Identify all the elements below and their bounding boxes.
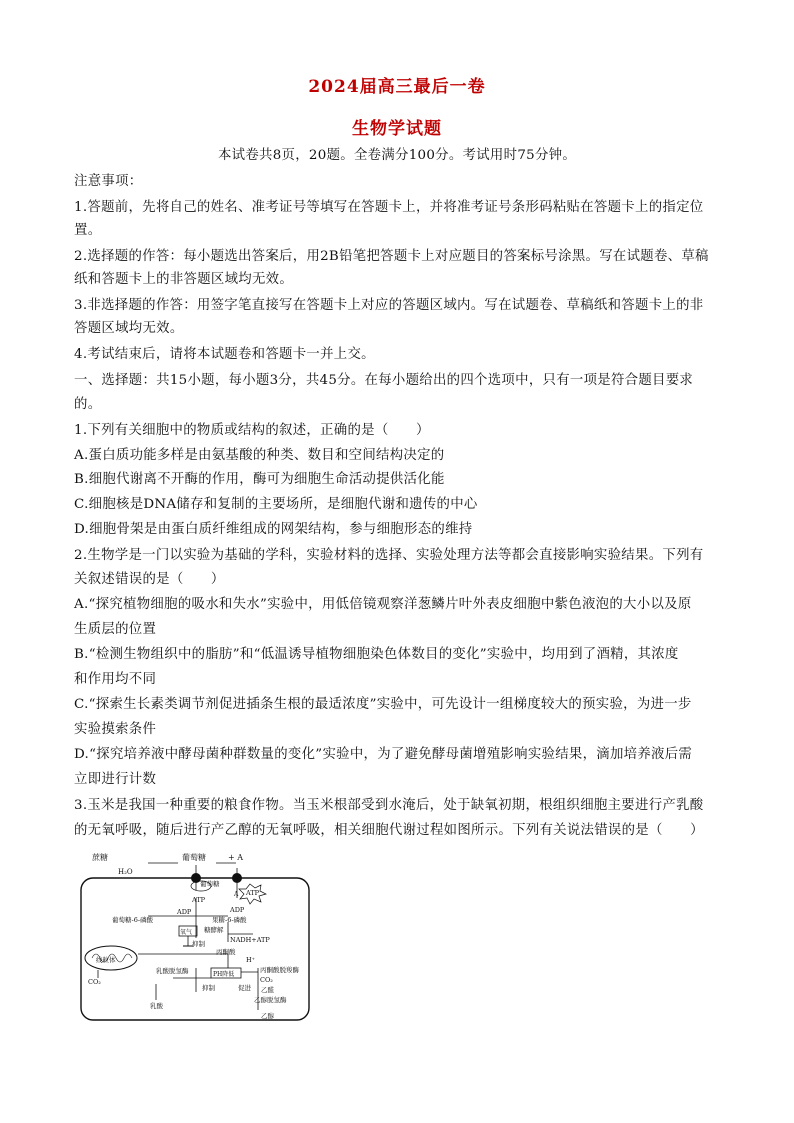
question-stem: 3.玉米是我国一种重要的粮食作物。当玉米根部受到水淹后，处于缺氧初期，根组织细胞主要进行产乳酸	[74, 798, 704, 813]
question-option: C.“探索生长素类调节剂促进插条生根的最适浓度”实验中，可先设计一组梯度较大的预实验，为进一步	[74, 697, 692, 712]
note-line: 置。	[74, 223, 102, 238]
note-line: 2.选择题的作答：每小题选出答案后，用2B铅笔把答题卡上对应题目的答案标号涂黑。写在试题卷、草稿	[74, 249, 709, 264]
exam-info: 本试卷共8页，20题。全卷满分100分。考试用时75分钟。	[217, 148, 577, 163]
fig-label: 葡萄糖-6-磷酸	[112, 916, 154, 924]
fig-label: 促进	[238, 984, 251, 992]
section-heading: 的。	[74, 397, 102, 412]
question-option: D.细胞骨架是由蛋白质纤维组成的网架结构，参与细胞形态的维持	[74, 522, 473, 537]
fig-label: 蔗糖	[92, 853, 108, 862]
fig-label: 乙醇	[261, 1012, 274, 1020]
question-option: 实验摸索条件	[74, 722, 157, 737]
question-stem: 2.生物学是一门以实验为基础的学科，实验材料的选择、实验处理方法等都会直接影响实验结果。下列有	[74, 548, 704, 563]
fig-label: A	[234, 891, 239, 898]
question-option: B.细胞代谢离不开酶的作用，酶可为细胞生命活动提供活化能	[74, 472, 445, 487]
fig-label: PH降低	[213, 971, 235, 978]
fig-label: 乳酸	[150, 1002, 163, 1010]
note-line: 3.非选择题的作答：用签字笔直接写在答题卡上对应的答题区域内。写在试题卷、草稿纸和答题卡上的非	[74, 298, 704, 313]
exam-subject: 生物学试题	[352, 119, 442, 139]
question-option: B.“检测生物组织中的脂肪”和“低温诱导植物细胞染色体数目的变化”实验中，均用到了酒精，其浓度	[74, 647, 679, 662]
fig-label: ADP	[177, 908, 192, 916]
fig-label: ATP	[192, 896, 206, 904]
fig-label: 氧气	[180, 929, 193, 936]
note-line: 4.考试结束后，请将本试题卷和答题卡一并上交。	[74, 347, 375, 362]
fig-label: CO₂	[88, 978, 101, 986]
fig-label: 葡萄糖	[182, 853, 206, 862]
fig-label: 葡萄糖	[200, 880, 220, 888]
question-option: C.细胞核是DNA储存和复制的主要场所，是细胞代谢和遗传的中心	[74, 497, 478, 512]
fig-label: 乳酸脱氢酶	[156, 967, 189, 975]
exam-title: 2024届高三最后一卷	[308, 77, 486, 97]
question-stem: 1.下列有关细胞中的物质或结构的叙述，正确的是（ ）	[74, 423, 430, 438]
question-option: A.“探究植物细胞的吸水和失水”实验中，用低倍镜观察洋葱鳞片叶外表皮细胞中紫色液泡的大小以及原	[74, 597, 692, 612]
question-option: D.“探究培养液中酵母菌种群数量的变化”实验中，为了避免酵母菌增殖影响实验结果，滴加培养液后需	[74, 747, 693, 762]
question-option: 生质层的位置	[74, 622, 157, 637]
fig-label: H₂O	[118, 868, 133, 876]
question-stem: 的无氧呼吸，随后进行产乙醇的无氧呼吸，相关细胞代谢过程如图所示。下列有关说法错误的是（ ）	[74, 823, 704, 838]
note-line: 1.答题前，先将自己的姓名、准考证号等填写在答题卡上，并将准考证号条形码粘贴在答题卡上的指定位	[74, 200, 704, 215]
notes-heading: 注意事项：	[74, 174, 143, 189]
fig-label: CO₂	[260, 976, 273, 984]
fig-label: ADP	[230, 906, 245, 914]
metabolism-diagram	[78, 850, 312, 1022]
question-stem: 关叙述错误的是（ ）	[74, 572, 225, 587]
fig-label: 线粒体	[96, 956, 116, 964]
fig-label: ATP	[246, 889, 260, 897]
question-option: 立即进行计数	[74, 772, 157, 787]
fig-label: 抑制	[192, 940, 205, 948]
question-option: A.蛋白质功能多样是由氨基酸的种类、数目和空间结构决定的	[74, 448, 445, 463]
fig-label: 糖酵解	[204, 926, 224, 934]
fig-label: 丙酮酸	[216, 948, 236, 956]
fig-label: NADH+ATP	[230, 936, 270, 944]
question-option: 和作用均不同	[74, 672, 157, 687]
fig-label: 果糖-6-磷酸	[212, 916, 247, 924]
fig-label: 乙醇脱氢酶	[254, 996, 287, 1004]
note-line: 答题区域均无效。	[74, 321, 184, 336]
section-heading: 一、选择题：共15小题，每小题3分，共45分。在每小题给出的四个选项中，只有一项是符合题目要求	[74, 373, 694, 388]
note-line: 纸和答题卡上的非答题区域均无效。	[74, 272, 294, 287]
fig-label: H⁺	[246, 956, 256, 964]
fig-label: 丙酮酸脱羧酶	[260, 966, 299, 974]
fig-label: 乙醛	[261, 986, 274, 994]
fig-label: + A	[228, 853, 244, 862]
fig-label: 抑制	[202, 984, 215, 992]
